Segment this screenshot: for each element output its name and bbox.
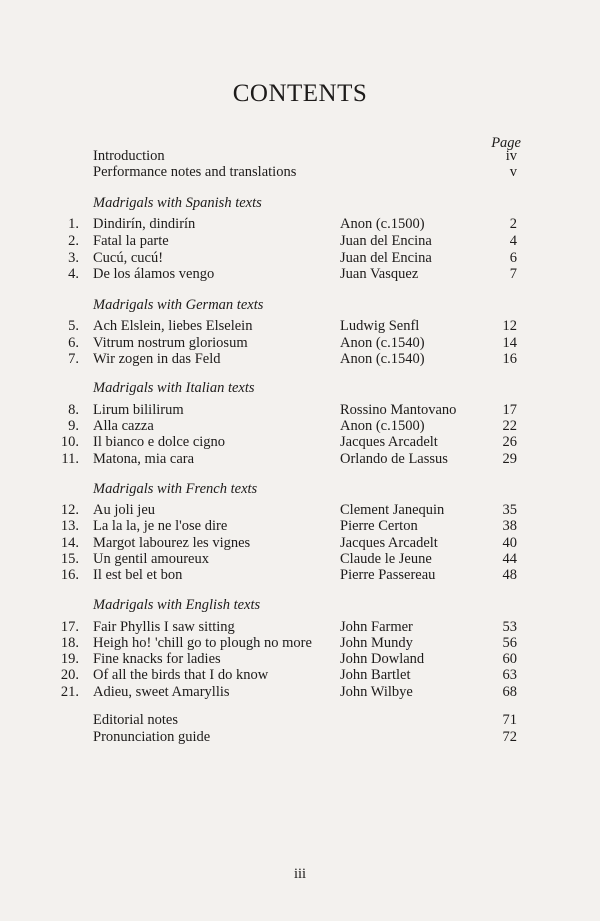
entry-title: Adieu, sweet Amaryllis <box>93 684 230 700</box>
entry-composer: John Farmer <box>340 619 413 635</box>
entry-title: Fair Phyllis I saw sitting <box>93 619 235 635</box>
toc-entry <box>0 502 600 519</box>
section-heading: Madrigals with English texts <box>93 597 261 613</box>
entry-page: 26 <box>502 434 517 450</box>
entry-number: 4. <box>68 266 79 282</box>
entry-title: Alla cazza <box>93 418 154 434</box>
back-matter-entry <box>0 712 600 729</box>
entry-composer: Juan del Encina <box>340 250 432 266</box>
entry-composer: Ludwig Senfl <box>340 318 420 334</box>
entry-title: Il est bel et bon <box>93 567 183 583</box>
section-heading: Madrigals with Italian texts <box>93 380 255 396</box>
entry-number: 13. <box>60 518 79 534</box>
entry-title: Matona, mia cara <box>93 451 195 467</box>
entry-title: Margot labourez les vignes <box>93 535 251 551</box>
front-matter-entry <box>0 164 600 181</box>
entry-title: Performance notes and translations <box>93 164 297 180</box>
entry-title: Wir zogen in das Feld <box>93 351 221 367</box>
toc-entry <box>0 318 600 335</box>
entry-title: Cucú, cucú! <box>93 250 164 266</box>
entry-composer: Anon (c.1540) <box>340 335 425 351</box>
toc-entry <box>0 250 600 267</box>
entry-title: Of all the birds that I do know <box>93 667 269 683</box>
page-column-heading: Page <box>491 135 521 151</box>
entry-number: 6. <box>68 335 79 351</box>
entry-number: 14. <box>60 535 79 551</box>
entry-number: 5. <box>68 318 79 334</box>
entry-title: Ach Elslein, liebes Elselein <box>93 318 253 334</box>
entry-page: 16 <box>502 351 517 367</box>
entry-page: 56 <box>502 635 517 651</box>
entry-composer: Juan Vasquez <box>340 266 419 282</box>
toc-entry <box>0 518 600 535</box>
toc-entry <box>0 434 600 451</box>
entry-number: 12. <box>60 502 79 518</box>
entry-page: 35 <box>502 502 517 518</box>
entry-page: 40 <box>502 535 517 551</box>
entry-composer: Anon (c.1500) <box>340 418 425 434</box>
entry-page: 29 <box>502 451 517 467</box>
entry-composer: Claude le Jeune <box>340 551 432 567</box>
entry-composer: Jacques Arcadelt <box>340 434 438 450</box>
entry-page: 2 <box>509 216 517 232</box>
toc-entry <box>0 567 600 584</box>
entry-number: 3. <box>68 250 79 266</box>
entry-page: 17 <box>502 402 517 418</box>
entry-page: 6 <box>509 250 517 266</box>
entry-page: 14 <box>502 335 517 351</box>
entry-page: 44 <box>502 551 517 567</box>
section-heading: Madrigals with French texts <box>93 481 258 497</box>
toc-entry <box>0 402 600 419</box>
entry-number: 7. <box>68 351 79 367</box>
page-title: CONTENTS <box>232 80 368 107</box>
toc-entry <box>0 535 600 552</box>
entry-composer: Anon (c.1540) <box>340 351 425 367</box>
entry-composer: John Wilbye <box>340 684 413 700</box>
toc-entry <box>0 651 600 668</box>
toc-entry <box>0 233 600 250</box>
entry-page: 72 <box>502 729 517 745</box>
entry-number: 18. <box>60 635 79 651</box>
entry-composer: John Dowland <box>340 651 425 667</box>
entry-composer: Juan del Encina <box>340 233 432 249</box>
entry-composer: John Mundy <box>340 635 413 651</box>
entry-page: 63 <box>502 667 517 683</box>
entry-composer: Pierre Certon <box>340 518 418 534</box>
entry-title: Introduction <box>93 148 165 164</box>
entry-composer: Orlando de Lassus <box>340 451 448 467</box>
toc-entry <box>0 335 600 352</box>
entry-title: Il bianco e dolce cigno <box>93 434 226 450</box>
entry-page: 71 <box>502 712 517 728</box>
toc-entry <box>0 667 600 684</box>
toc-entry <box>0 418 600 435</box>
entry-number: 21. <box>60 684 79 700</box>
entry-page: iv <box>505 148 517 164</box>
entry-title: La la la, je ne l'ose dire <box>93 518 228 534</box>
entry-number: 8. <box>68 402 79 418</box>
entry-title: Heigh ho! 'chill go to plough no more <box>93 635 312 651</box>
entry-number: 19. <box>60 651 79 667</box>
entry-number: 20. <box>60 667 79 683</box>
toc-entry <box>0 635 600 652</box>
entry-title: Fine knacks for ladies <box>93 651 221 667</box>
entry-composer: John Bartlet <box>340 667 411 683</box>
entry-number: 15. <box>60 551 79 567</box>
entry-title: De los álamos vengo <box>93 266 215 282</box>
toc-entry <box>0 619 600 636</box>
entry-title: Vitrum nostrum gloriosum <box>93 335 248 351</box>
entry-number: 11. <box>61 451 79 467</box>
section-heading: Madrigals with German texts <box>93 297 264 313</box>
entry-page: 68 <box>502 684 517 700</box>
entry-number: 9. <box>68 418 79 434</box>
toc-entry <box>0 266 600 283</box>
section-heading: Madrigals with Spanish texts <box>93 195 262 211</box>
entry-page: 60 <box>502 651 517 667</box>
entry-title: Pronunciation guide <box>93 729 211 745</box>
toc-entry <box>0 551 600 568</box>
entry-number: 10. <box>60 434 79 450</box>
entry-page: v <box>509 164 517 180</box>
toc-entry <box>0 684 600 701</box>
toc-entry <box>0 216 600 233</box>
entry-number: 17. <box>60 619 79 635</box>
entry-page: 4 <box>509 233 517 249</box>
entry-page: 53 <box>502 619 517 635</box>
entry-title: Lirum bililirum <box>93 402 184 418</box>
entry-title: Un gentil amoureux <box>93 551 209 567</box>
entry-composer: Clement Janequin <box>340 502 445 518</box>
back-matter-entry <box>0 729 600 746</box>
entry-number: 16. <box>60 567 79 583</box>
entry-page: 12 <box>502 318 517 334</box>
entry-title: Dindirín, dindirín <box>93 216 196 232</box>
entry-composer: Pierre Passereau <box>340 567 436 583</box>
entry-title: Au joli jeu <box>93 502 156 518</box>
entry-title: Editorial notes <box>93 712 178 728</box>
entry-page: 7 <box>509 266 517 282</box>
page-number: iii <box>293 866 307 882</box>
entry-composer: Rossino Mantovano <box>340 402 457 418</box>
entry-number: 1. <box>68 216 79 232</box>
entry-page: 22 <box>502 418 517 434</box>
toc-entry <box>0 451 600 468</box>
entry-composer: Jacques Arcadelt <box>340 535 438 551</box>
entry-number: 2. <box>68 233 79 249</box>
entry-page: 38 <box>502 518 517 534</box>
entry-title: Fatal la parte <box>93 233 169 249</box>
front-matter-entry <box>0 148 600 165</box>
entry-page: 48 <box>502 567 517 583</box>
entry-composer: Anon (c.1500) <box>340 216 425 232</box>
toc-entry <box>0 351 600 368</box>
